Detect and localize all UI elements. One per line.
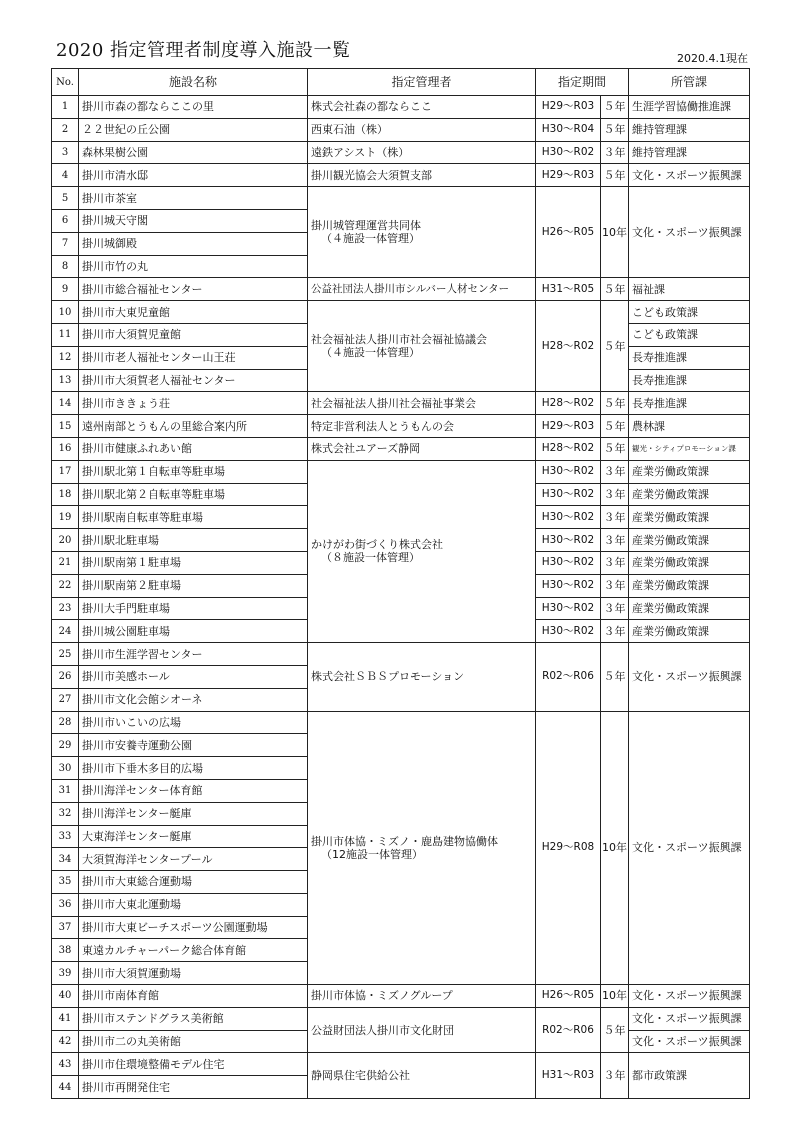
manager-name: 静岡県住宅供給公社 [311, 1069, 410, 1083]
facility-name: 掛川市生涯学習センター [79, 643, 308, 666]
period-years: ３年 [601, 506, 629, 529]
facility-name: 掛川市健康ふれあい館 [79, 437, 308, 460]
manager-cell [308, 415, 536, 438]
period-years: ５年 [601, 392, 629, 415]
facility-name: 掛川駅南第２駐車場 [79, 574, 308, 597]
row-number: 15 [52, 415, 79, 438]
table-row [52, 460, 750, 483]
row-number: 24 [52, 620, 79, 643]
row-number: 28 [52, 711, 79, 734]
department: 産業労働政策課 [629, 506, 750, 529]
row-number: 41 [52, 1007, 79, 1030]
row-number: 13 [52, 369, 79, 392]
row-number: 22 [52, 574, 79, 597]
row-number: 35 [52, 871, 79, 894]
department: 文化・スポーツ振興課 [629, 643, 750, 711]
designation-period: H30～R02 [536, 574, 601, 597]
facility-name: 掛川市下垂木多目的広場 [79, 757, 308, 780]
row-number: 25 [52, 643, 79, 666]
manager-note: （８施設一体管理） [321, 551, 420, 565]
department: 維持管理課 [629, 118, 750, 141]
period-years: ３年 [601, 529, 629, 552]
period-years: ５年 [601, 118, 629, 141]
facility-name: 掛川市総合福祉センター [79, 278, 308, 301]
table-row [52, 141, 750, 164]
period-years: ５年 [601, 415, 629, 438]
row-number: 33 [52, 825, 79, 848]
designation-period: H26～R05 [536, 187, 601, 278]
facility-name: 掛川市大須賀老人福祉センター [79, 369, 308, 392]
facility-name: 掛川市安養寺運動公園 [79, 734, 308, 757]
manager-cell [308, 643, 536, 711]
department: 生涯学習協働推進課 [629, 96, 750, 119]
manager-name: 社会福祉法人掛川市社会福祉協議会 [311, 333, 487, 347]
manager-name: 遠鉄アシスト（株） [311, 145, 410, 159]
table-row [52, 1007, 750, 1030]
period-years: ３年 [601, 141, 629, 164]
designation-period: H30～R02 [536, 551, 601, 574]
department: 文化・スポーツ振興課 [629, 985, 750, 1008]
header-period: 指定期間 [536, 69, 629, 96]
manager-name: 掛川市体協・ミズノグループ [311, 989, 453, 1003]
facility-name: 掛川市南体育館 [79, 985, 308, 1008]
department: 文化・スポーツ振興課 [629, 711, 750, 985]
facility-name: 森林果樹公園 [79, 141, 308, 164]
department: 維持管理課 [629, 141, 750, 164]
department: 産業労働政策課 [629, 483, 750, 506]
manager-name: 掛川城管理運営共同体 [311, 219, 421, 233]
row-number: 4 [52, 164, 79, 187]
period-years: ５年 [601, 96, 629, 119]
designation-period: H28～R02 [536, 392, 601, 415]
manager-cell [308, 96, 536, 119]
row-number: 39 [52, 962, 79, 985]
designation-period: H30～R04 [536, 118, 601, 141]
manager-name: 社会福祉法人掛川社会福祉事業会 [311, 396, 476, 410]
manager-note: （４施設一体管理） [321, 346, 420, 360]
facility-name: 掛川駅南第１駐車場 [79, 551, 308, 574]
period-years: ３年 [601, 483, 629, 506]
row-number: 36 [52, 893, 79, 916]
designation-period: H26～R05 [536, 985, 601, 1008]
row-number: 1 [52, 96, 79, 119]
row-number: 34 [52, 848, 79, 871]
table-row [52, 301, 750, 324]
designation-period: H29～R03 [536, 415, 601, 438]
department: 産業労働政策課 [629, 597, 750, 620]
row-number: 12 [52, 346, 79, 369]
row-number: 30 [52, 757, 79, 780]
row-number: 40 [52, 985, 79, 1008]
manager-name: かけがわ街づくり株式会社 [311, 538, 443, 552]
designation-period: H29～R03 [536, 96, 601, 119]
row-number: 26 [52, 665, 79, 688]
header-facility: 施設名称 [79, 69, 308, 96]
period-years: ３年 [601, 1053, 629, 1099]
designation-period: H29～R08 [536, 711, 601, 985]
designation-period: H31～R03 [536, 1053, 601, 1099]
department: 文化・スポーツ振興課 [629, 1030, 750, 1053]
period-years: 10年 [601, 711, 629, 985]
row-number: 29 [52, 734, 79, 757]
row-number: 31 [52, 779, 79, 802]
department: 産業労働政策課 [629, 460, 750, 483]
row-number: 19 [52, 506, 79, 529]
facility-name: 東遠カルチャーパーク総合体育館 [79, 939, 308, 962]
row-number: 43 [52, 1053, 79, 1076]
row-number: 10 [52, 301, 79, 324]
header-dept: 所管課 [629, 69, 750, 96]
facility-name: ２２世紀の丘公園 [79, 118, 308, 141]
facility-name: 掛川市大東北運動場 [79, 893, 308, 916]
header-manager: 指定管理者 [308, 69, 536, 96]
facility-name: 掛川市再開発住宅 [79, 1076, 308, 1099]
manager-name: 株式会社森の都ならここ [311, 100, 432, 114]
designation-period: H29～R03 [536, 164, 601, 187]
department: 文化・スポーツ振興課 [629, 187, 750, 278]
manager-name: 掛川市体協・ミズノ・鹿島建物協働体 [311, 834, 498, 848]
period-years: ５年 [601, 643, 629, 711]
manager-cell [308, 118, 536, 141]
period-years: ３年 [601, 620, 629, 643]
department: こども政策課 [629, 323, 750, 346]
manager-cell [308, 460, 536, 642]
designation-period: R02～R06 [536, 1007, 601, 1053]
facility-name: 掛川市大須賀運動場 [79, 962, 308, 985]
row-number: 32 [52, 802, 79, 825]
manager-cell [308, 1007, 536, 1053]
designation-period: H30～R02 [536, 529, 601, 552]
row-number: 37 [52, 916, 79, 939]
facility-name: 掛川市ステンドグラス美術館 [79, 1007, 308, 1030]
document-title: 2020 指定管理者制度導入施設一覧 [56, 40, 351, 61]
facility-name: 大須賀海洋センタープール [79, 848, 308, 871]
facility-name: 掛川海洋センター艇庫 [79, 802, 308, 825]
table-row [52, 643, 750, 666]
manager-name: 掛川観光協会大須賀支部 [311, 168, 432, 182]
table-row [52, 711, 750, 734]
department: 産業労働政策課 [629, 620, 750, 643]
designation-period: H30～R02 [536, 620, 601, 643]
row-number: 8 [52, 255, 79, 278]
manager-cell [308, 711, 536, 985]
designation-period: H30～R02 [536, 597, 601, 620]
department: 観光・シティプロモーション課 [629, 437, 750, 460]
row-number: 44 [52, 1076, 79, 1099]
period-years: ３年 [601, 551, 629, 574]
facility-name: 掛川市大東ビーチスポーツ公園運動場 [79, 916, 308, 939]
table-row [52, 187, 750, 210]
table-row [52, 118, 750, 141]
department: こども政策課 [629, 301, 750, 324]
period-years: 10年 [601, 187, 629, 278]
facility-name: 掛川城天守閣 [79, 209, 308, 232]
table-row [52, 1053, 750, 1076]
row-number: 27 [52, 688, 79, 711]
facility-name: 掛川駅北駐車場 [79, 529, 308, 552]
designation-period: H30～R02 [536, 460, 601, 483]
facility-name: 掛川市清水邸 [79, 164, 308, 187]
facility-name: 掛川駅南自転車等駐車場 [79, 506, 308, 529]
facility-name: 掛川市大須賀児童館 [79, 323, 308, 346]
facility-name: 掛川市美感ホール [79, 665, 308, 688]
manager-cell [308, 187, 536, 278]
manager-cell [308, 141, 536, 164]
facility-name: 掛川城公園駐車場 [79, 620, 308, 643]
department: 長寿推進課 [629, 346, 750, 369]
table-row [52, 278, 750, 301]
row-number: 3 [52, 141, 79, 164]
designation-period: H30～R02 [536, 506, 601, 529]
table-row [52, 392, 750, 415]
manager-cell [308, 1053, 536, 1099]
facility-name: 掛川大手門駐車場 [79, 597, 308, 620]
row-number: 11 [52, 323, 79, 346]
row-number: 42 [52, 1030, 79, 1053]
facility-name: 掛川市大東総合運動場 [79, 871, 308, 894]
manager-cell [308, 278, 536, 301]
table-header-row [52, 69, 750, 96]
period-years: ５年 [601, 278, 629, 301]
row-number: 2 [52, 118, 79, 141]
facility-name: 掛川市老人福祉センター山王荘 [79, 346, 308, 369]
period-years: ５年 [601, 437, 629, 460]
table-row [52, 96, 750, 119]
facility-name: 掛川市竹の丸 [79, 255, 308, 278]
facility-name: 掛川市いこいの広場 [79, 711, 308, 734]
row-number: 7 [52, 232, 79, 255]
row-number: 9 [52, 278, 79, 301]
table-row [52, 985, 750, 1008]
row-number: 16 [52, 437, 79, 460]
manager-note: （12施設一体管理） [321, 847, 423, 861]
period-years: ５年 [601, 301, 629, 392]
department: 長寿推進課 [629, 369, 750, 392]
row-number: 5 [52, 187, 79, 210]
facility-name: 掛川市住環境整備モデル住宅 [79, 1053, 308, 1076]
department: 文化・スポーツ振興課 [629, 1007, 750, 1030]
designation-period: H28～R02 [536, 301, 601, 392]
facility-name: 掛川市茶室 [79, 187, 308, 210]
facility-name: 遠州南部とうもんの里総合案内所 [79, 415, 308, 438]
facility-name: 掛川駅北第２自転車等駐車場 [79, 483, 308, 506]
facility-name: 大東海洋センター艇庫 [79, 825, 308, 848]
designation-period: H30～R02 [536, 141, 601, 164]
facility-name: 掛川市ききょう荘 [79, 392, 308, 415]
period-years: ５年 [601, 1007, 629, 1053]
period-years: ３年 [601, 460, 629, 483]
table-row [52, 437, 750, 460]
row-number: 18 [52, 483, 79, 506]
manager-name: 西東石油（株） [311, 123, 388, 137]
facility-table [51, 68, 750, 1099]
period-years: ５年 [601, 164, 629, 187]
row-number: 6 [52, 209, 79, 232]
manager-name: 株式会社ＳＢＳプロモーション [311, 670, 465, 684]
row-number: 23 [52, 597, 79, 620]
table-row [52, 415, 750, 438]
row-number: 17 [52, 460, 79, 483]
row-number: 14 [52, 392, 79, 415]
manager-cell [308, 392, 536, 415]
designation-period: H31～R05 [536, 278, 601, 301]
department: 産業労働政策課 [629, 574, 750, 597]
designation-period: H30～R02 [536, 483, 601, 506]
row-number: 38 [52, 939, 79, 962]
facility-name: 掛川駅北第１自転車等駐車場 [79, 460, 308, 483]
header-no: No. [52, 69, 79, 96]
manager-cell [308, 164, 536, 187]
department: 福祉課 [629, 278, 750, 301]
manager-name: 公益社団法人掛川市シルバー人材センター [311, 282, 510, 295]
table-row [52, 164, 750, 187]
manager-cell [308, 985, 536, 1008]
facility-name: 掛川市文化会館シオーネ [79, 688, 308, 711]
facility-name: 掛川市森の都ならここの里 [79, 96, 308, 119]
manager-name: 特定非営利法人とうもんの会 [311, 419, 454, 433]
facility-name: 掛川市二の丸美術館 [79, 1030, 308, 1053]
row-number: 20 [52, 529, 79, 552]
department: 産業労働政策課 [629, 551, 750, 574]
period-years: ３年 [601, 574, 629, 597]
manager-name: 株式会社ユアーズ静岡 [311, 442, 421, 456]
department: 農林課 [629, 415, 750, 438]
manager-note: （４施設一体管理） [321, 232, 420, 246]
manager-cell [308, 301, 536, 392]
period-years: 10年 [601, 985, 629, 1008]
manager-name: 公益財団法人掛川市文化財団 [311, 1023, 454, 1037]
department: 文化・スポーツ振興課 [629, 164, 750, 187]
period-years: ３年 [601, 597, 629, 620]
department: 産業労働政策課 [629, 529, 750, 552]
designation-period: R02～R06 [536, 643, 601, 711]
facility-name: 掛川城御殿 [79, 232, 308, 255]
manager-cell [308, 437, 536, 460]
table-body [52, 96, 750, 1099]
facility-name: 掛川海洋センター体育館 [79, 779, 308, 802]
as-of-date: 2020.4.1現在 [677, 52, 748, 65]
row-number: 21 [52, 551, 79, 574]
designation-period: H28～R02 [536, 437, 601, 460]
department: 都市政策課 [629, 1053, 750, 1099]
department: 長寿推進課 [629, 392, 750, 415]
facility-name: 掛川市大東児童館 [79, 301, 308, 324]
